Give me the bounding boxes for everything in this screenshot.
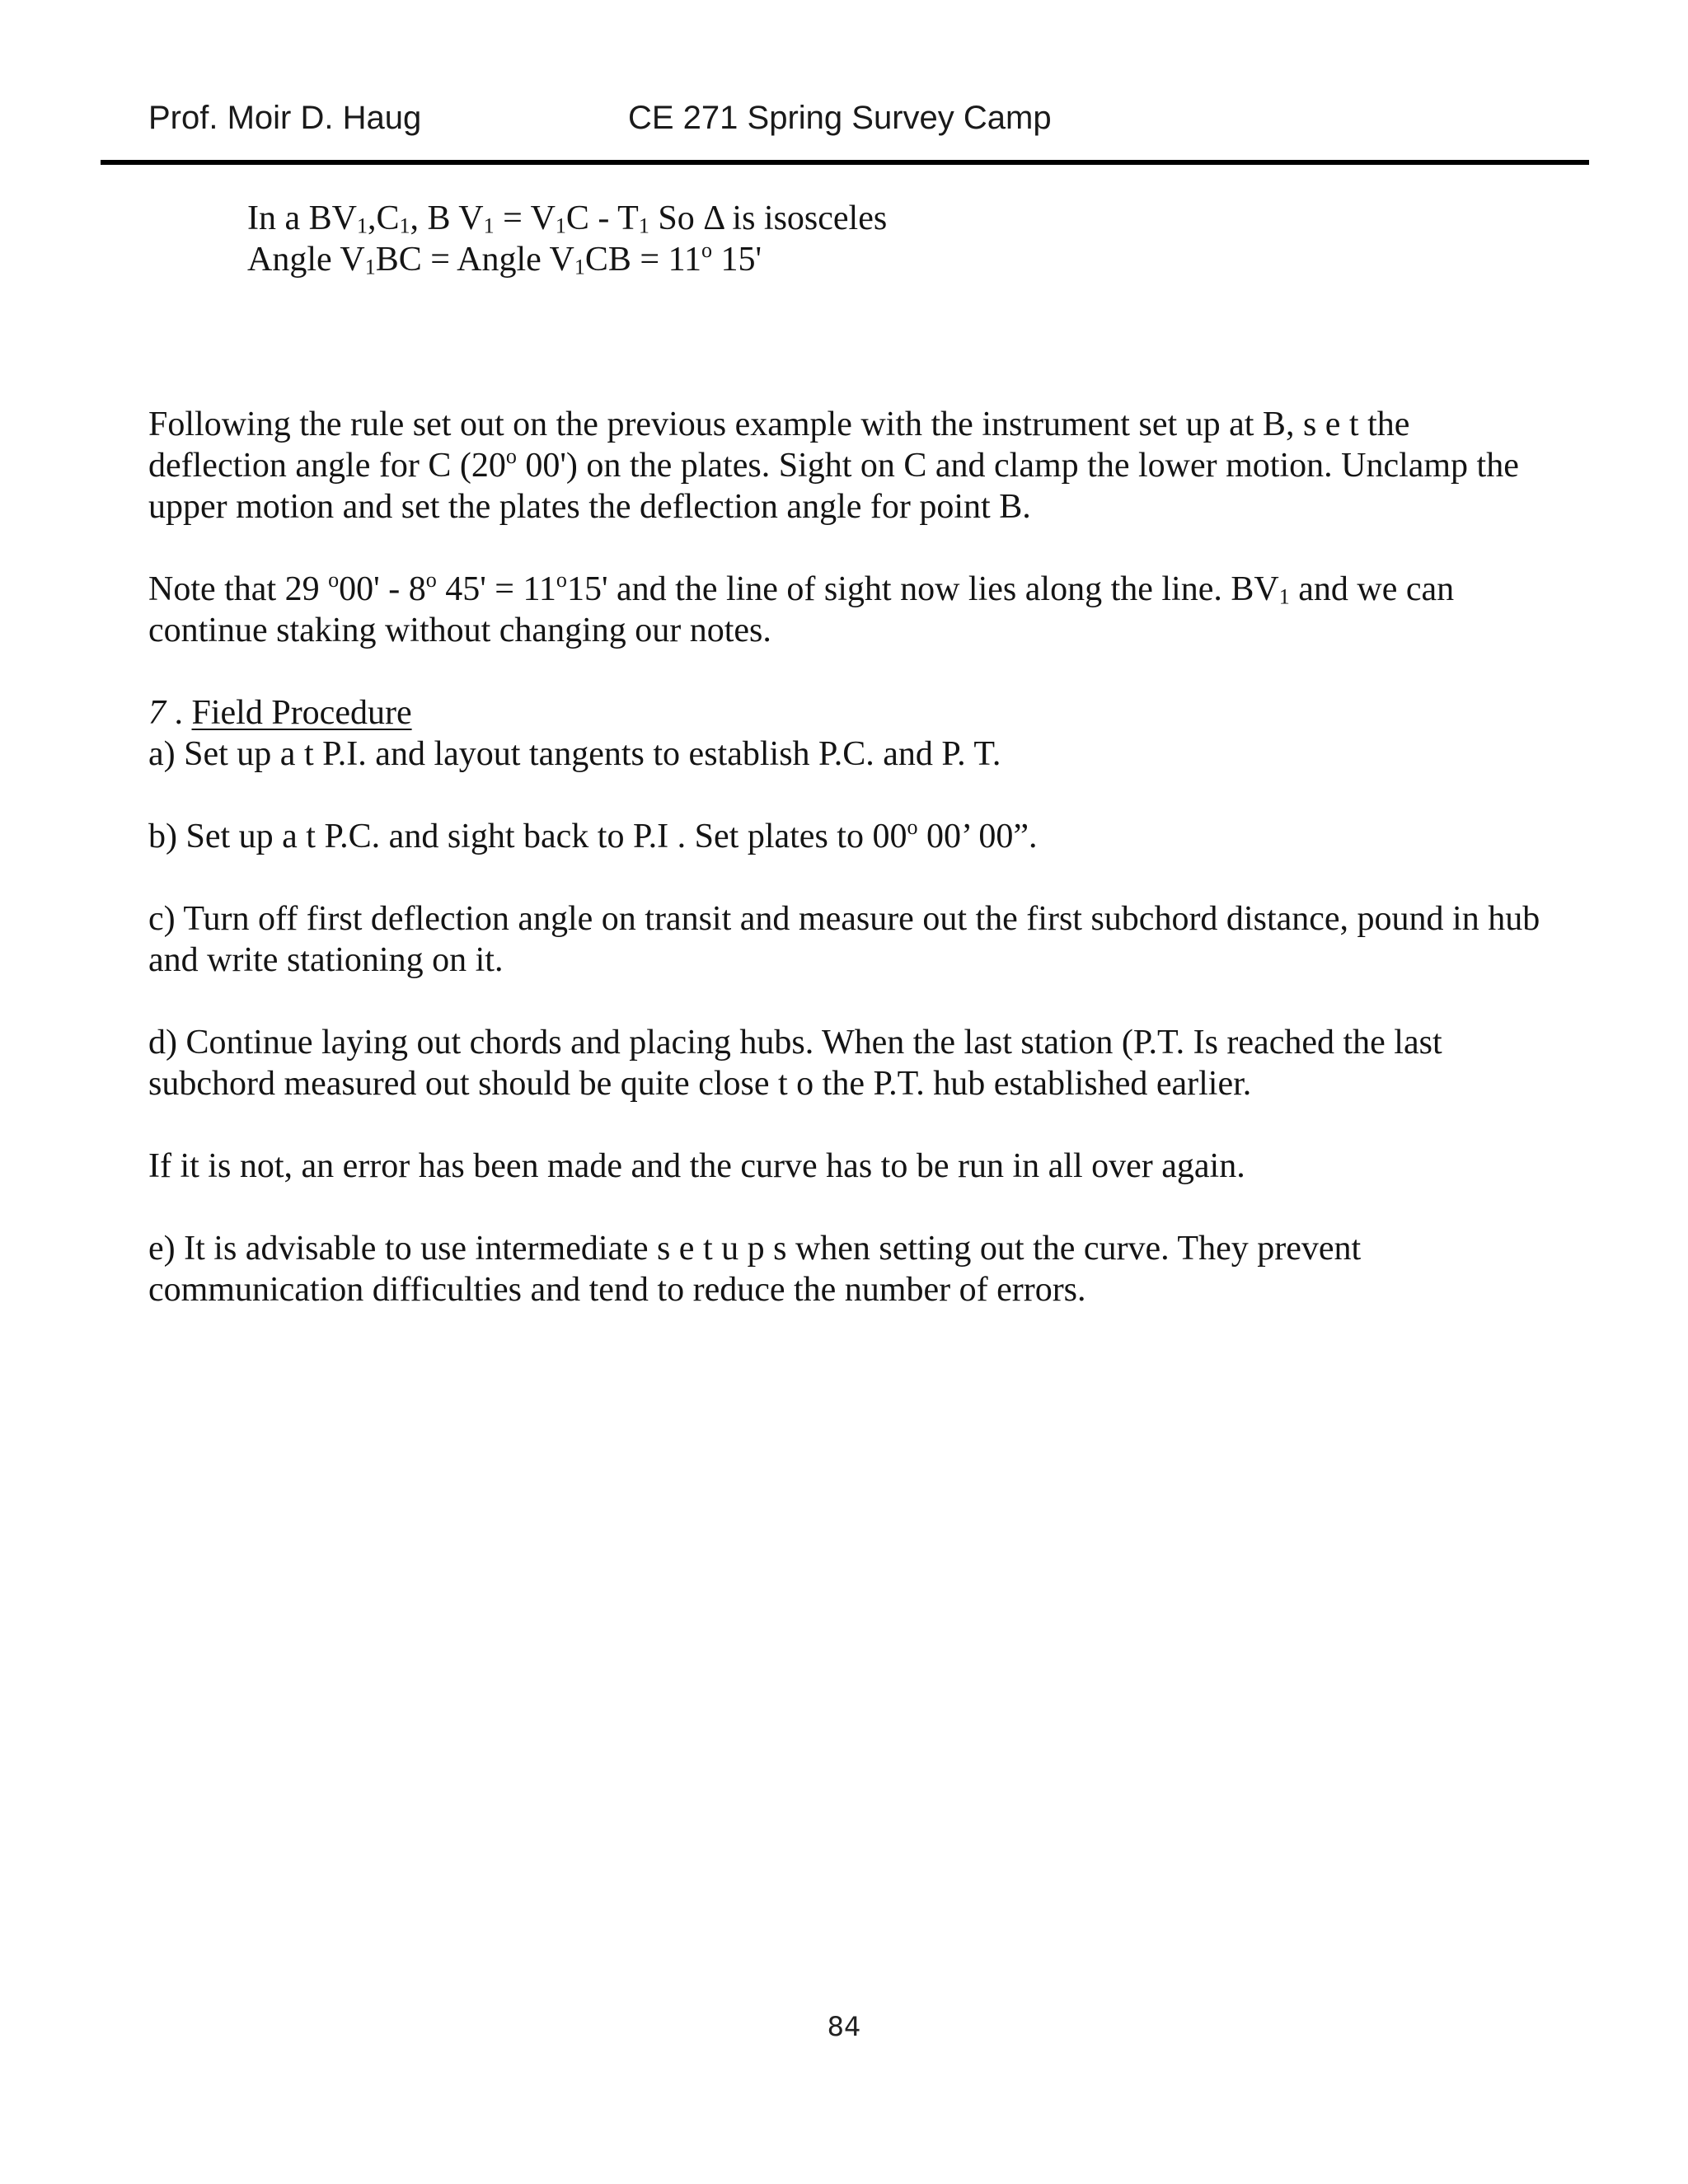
step-e: e) It is advisable to use intermediate s e t u p s when setting out the curve. They prevent communication difficulties and tend to reduce the number of errors. — [148, 1230, 1362, 1309]
section-title: Field Procedure — [191, 694, 412, 732]
author-name: Prof. Moir D. Haug — [148, 100, 422, 136]
note-paragraph: Note that 29 $^o$00' - 8$^o$ $45' = 11^o15'$ and the line of sight now lies along the line. $BV_1$ and we can continue staking without changing our notes. — [148, 567, 1455, 649]
step-b: b) Set up a t P.C. and sight back to P.I . Set plates to 00$^o$ 00’ 00”. — [148, 814, 1038, 855]
triangle-statement: In a $BV_1,C_1$, B $V_1 = V_1C - T_1$ So Δ is isosceles Angle $V_1BC$ = Angle $V_1CB = 11^o$ 15' — [247, 199, 888, 279]
error-note: If it is not, an error has been made and the curve has to be run in all over again. — [148, 1147, 1245, 1185]
section-number: 7 — [148, 694, 166, 732]
step-c: c) Turn off first deflection angle on transit and measure out the first subchord distance, pound in hub and write stationing on it. — [148, 900, 1540, 979]
header-rule — [101, 160, 1589, 165]
page-header — [148, 97, 1589, 147]
step-a: a) Set up a t P.I. and layout tangents to establish P.C. and P. T. — [148, 735, 1001, 773]
step-d: d) Continue laying out chords and placing hubs. When the last station (P.T. Is reached the last subchord measured out should be quite close t o the P.T. hub established earlier. — [148, 1024, 1442, 1103]
course-title: CE 271 Spring Survey Camp — [628, 100, 1052, 136]
section-heading: 7 . Field Procedure — [148, 694, 412, 732]
page-number: 84 — [827, 2011, 861, 2042]
following-paragraph: Following the rule set out on the previous example with the instrument set up at B, s e t the deflection angle for C (20$^o$ 00') on the plates. Sight on C and clamp the lower motion. Unclamp the upper motion and set the plates the deflection angle for point B. — [148, 405, 1519, 526]
